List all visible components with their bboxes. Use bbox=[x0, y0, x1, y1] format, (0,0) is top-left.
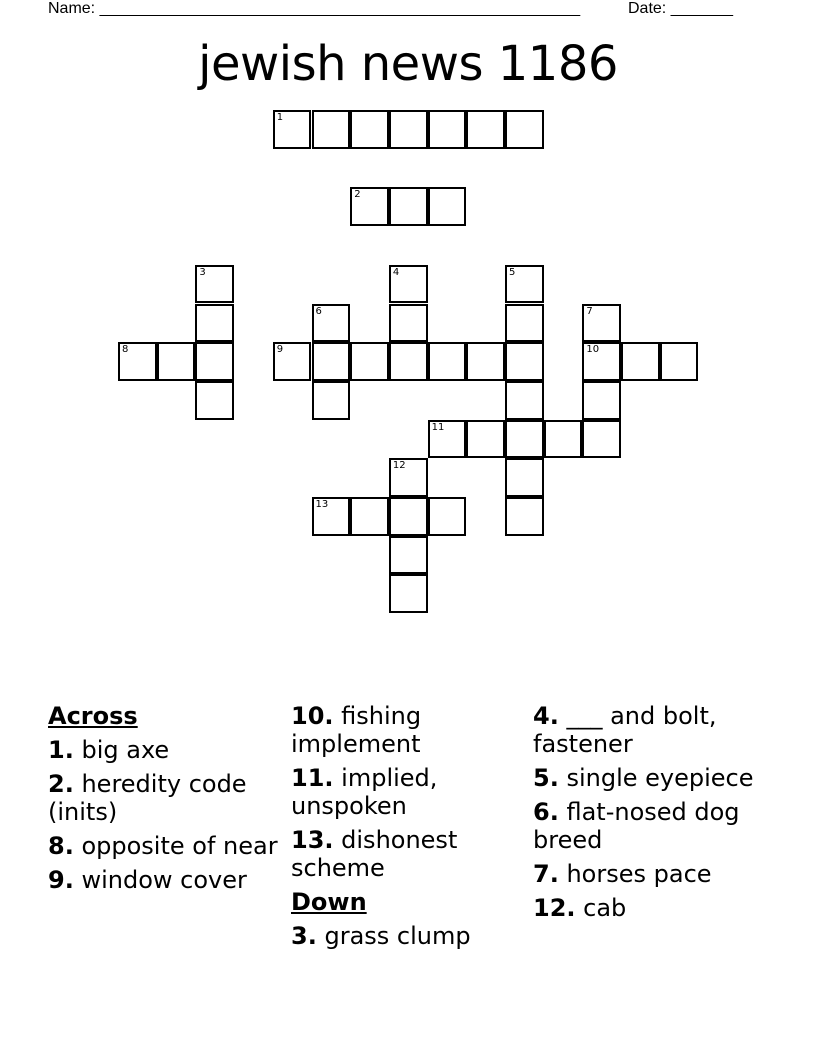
grid-cell[interactable] bbox=[582, 342, 621, 381]
grid-cell[interactable] bbox=[389, 110, 428, 149]
clue-across-1 bbox=[48, 736, 283, 764]
clue-down-4 bbox=[533, 702, 768, 758]
cell-number: 9 bbox=[276, 344, 284, 356]
clue-number: 11. bbox=[291, 764, 334, 792]
clue-down-7 bbox=[533, 860, 768, 888]
cell-number: 12 bbox=[392, 460, 406, 472]
grid-cell[interactable] bbox=[582, 381, 621, 420]
grid-cell[interactable] bbox=[350, 187, 389, 226]
grid-cell[interactable] bbox=[428, 420, 467, 459]
clue-text: opposite of near bbox=[81, 832, 278, 860]
clue-down-5 bbox=[533, 764, 768, 792]
grid-cell[interactable] bbox=[621, 342, 660, 381]
clue-text: grass clump bbox=[324, 922, 471, 950]
grid-cell[interactable] bbox=[389, 497, 428, 536]
clue-number: 12. bbox=[533, 894, 576, 922]
grid-cell[interactable] bbox=[350, 110, 389, 149]
clue-text: single eyepiece bbox=[566, 764, 754, 792]
clue-number: 13. bbox=[291, 826, 334, 854]
grid-cell[interactable] bbox=[428, 342, 467, 381]
grid-cell[interactable] bbox=[312, 110, 351, 149]
clue-number: 5. bbox=[533, 764, 559, 792]
grid-cell[interactable] bbox=[428, 110, 467, 149]
clue-number: 9. bbox=[48, 866, 74, 894]
clues-column-1 bbox=[48, 702, 283, 900]
cell-number: 8 bbox=[122, 344, 129, 356]
grid-cell[interactable] bbox=[582, 304, 621, 343]
clue-number: 2. bbox=[48, 770, 74, 798]
grid-cell[interactable] bbox=[157, 342, 196, 381]
clue-text: cab bbox=[583, 894, 627, 922]
clue-text: big axe bbox=[81, 736, 170, 764]
clue-across-2 bbox=[48, 770, 283, 826]
cell-number: 13 bbox=[315, 499, 329, 510]
clue-text: ___ and bolt, fastener bbox=[533, 702, 717, 758]
cell-number: 5 bbox=[509, 266, 516, 278]
grid-cell[interactable] bbox=[389, 187, 428, 226]
grid-cell[interactable] bbox=[389, 574, 428, 613]
grid-cell[interactable] bbox=[505, 381, 544, 420]
clue-number: 1. bbox=[48, 736, 74, 764]
grid-cell[interactable] bbox=[312, 304, 351, 343]
grid-cell[interactable] bbox=[350, 342, 389, 381]
grid-cell[interactable] bbox=[544, 420, 583, 459]
clue-number: 4. bbox=[533, 702, 559, 730]
clues-column-3 bbox=[533, 702, 768, 928]
grid-cell[interactable] bbox=[312, 497, 351, 536]
date-field[interactable]: Date: _______ bbox=[628, 0, 733, 17]
page-title: jewish news 1186 bbox=[198, 36, 618, 92]
clue-across-9 bbox=[48, 866, 283, 894]
clue-down-3 bbox=[291, 922, 526, 950]
clue-text: implied, unspoken bbox=[291, 764, 438, 820]
clue-text: dishonest scheme bbox=[291, 826, 458, 882]
grid-cell[interactable] bbox=[195, 342, 234, 381]
cell-number: 2 bbox=[354, 189, 361, 201]
grid-cell[interactable] bbox=[505, 458, 544, 497]
cell-number: 7 bbox=[586, 305, 593, 317]
grid-cell[interactable] bbox=[273, 342, 312, 381]
grid-cell[interactable] bbox=[428, 497, 467, 536]
clue-down-6 bbox=[533, 798, 768, 854]
clue-number: 8. bbox=[48, 832, 74, 860]
grid-cell[interactable] bbox=[312, 342, 351, 381]
clue-text: heredity code (inits) bbox=[48, 770, 247, 826]
grid-cell[interactable] bbox=[505, 420, 544, 459]
clue-number: 6. bbox=[533, 798, 559, 826]
down-heading: Down bbox=[291, 888, 367, 916]
cell-number: 10 bbox=[586, 344, 600, 356]
clue-text: flat-nosed dog breed bbox=[533, 798, 740, 854]
grid-cell[interactable] bbox=[466, 110, 505, 149]
clue-down-12 bbox=[533, 894, 768, 922]
grid-cell[interactable] bbox=[505, 304, 544, 343]
clue-across-11 bbox=[291, 764, 526, 820]
clue-across-13 bbox=[291, 826, 526, 882]
grid-cell[interactable] bbox=[350, 497, 389, 536]
grid-cell[interactable] bbox=[195, 381, 234, 420]
grid-cell[interactable] bbox=[389, 536, 428, 575]
grid-cell[interactable] bbox=[273, 110, 312, 149]
name-field[interactable]: Name: ______________________________________________________ bbox=[48, 0, 581, 17]
grid-cell[interactable] bbox=[118, 342, 157, 381]
grid-cell[interactable] bbox=[389, 342, 428, 381]
grid-cell[interactable] bbox=[389, 265, 428, 304]
clue-text: fishing implement bbox=[291, 702, 422, 758]
grid-cell[interactable] bbox=[660, 342, 699, 381]
grid-cell[interactable] bbox=[466, 342, 505, 381]
cell-number: 4 bbox=[392, 266, 400, 278]
clue-text: horses pace bbox=[566, 860, 712, 888]
grid-cell[interactable] bbox=[505, 265, 544, 304]
grid-cell[interactable] bbox=[466, 420, 505, 459]
clues-column-2 bbox=[291, 702, 526, 956]
cell-number: 6 bbox=[315, 305, 322, 317]
grid-cell[interactable] bbox=[505, 342, 544, 381]
clue-across-10 bbox=[291, 702, 526, 758]
grid-cell[interactable] bbox=[312, 381, 351, 420]
grid-cell[interactable] bbox=[428, 187, 467, 226]
across-heading: Across bbox=[48, 702, 138, 730]
grid-cell[interactable] bbox=[505, 110, 544, 149]
clue-number: 3. bbox=[291, 922, 317, 950]
grid-cell[interactable] bbox=[389, 304, 428, 343]
grid-cell[interactable] bbox=[582, 420, 621, 459]
grid-cell[interactable] bbox=[195, 265, 234, 304]
cell-number: 3 bbox=[199, 266, 206, 278]
clue-number: 10. bbox=[291, 702, 334, 730]
clue-across-8 bbox=[48, 832, 283, 860]
grid-cell[interactable] bbox=[195, 304, 234, 343]
cell-number: 1 bbox=[276, 112, 284, 123]
grid-cell[interactable] bbox=[389, 458, 428, 497]
grid-cell[interactable] bbox=[505, 497, 544, 536]
cell-number: 11 bbox=[431, 421, 445, 433]
clue-number: 7. bbox=[533, 860, 559, 888]
clue-text: window cover bbox=[81, 866, 247, 894]
